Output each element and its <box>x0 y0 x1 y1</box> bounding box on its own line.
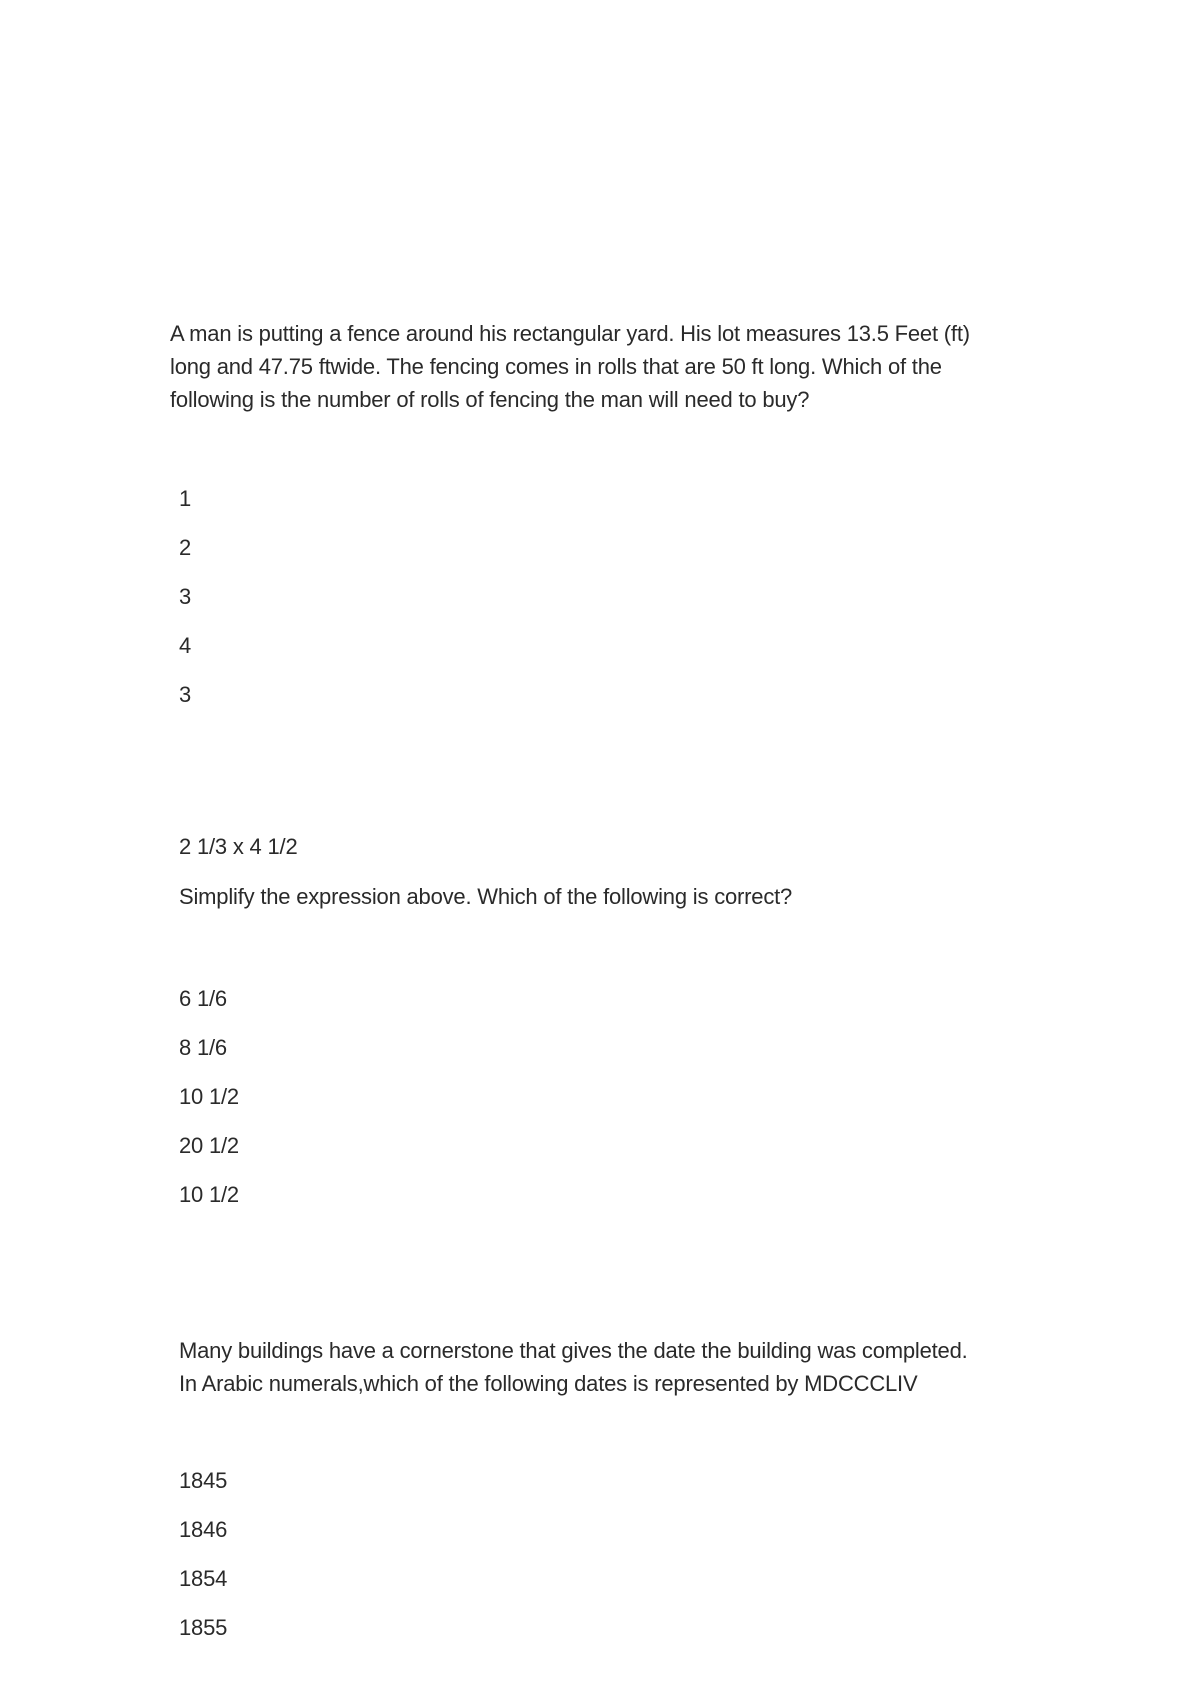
question-3-stem-line: Many buildings have a cornerstone that gives the date the building was completed. <box>179 1338 968 1363</box>
question-3-stem <box>179 1334 968 1400</box>
question-1-stem-line: following is the number of rolls of fencing the man will need to buy? <box>170 387 810 412</box>
question-3-option[interactable]: 1845 <box>179 1468 228 1493</box>
question-1-option[interactable]: 3 <box>179 584 192 609</box>
question-1-option[interactable]: 2 <box>179 535 192 560</box>
question-1-stem-line: A man is putting a fence around his rectangular yard. His lot measures 13.5 Feet (ft) <box>170 321 970 346</box>
question-2-option[interactable]: 20 1/2 <box>179 1133 239 1158</box>
question-1-stem-line: long and 47.75 ftwide. The fencing comes in rolls that are 50 ft long. Which of the <box>170 354 942 379</box>
question-2-stem-line: Simplify the expression above. Which of the following is correct? <box>179 884 793 909</box>
question-2-option[interactable]: 10 1/2 <box>179 1084 239 1109</box>
question-2-option[interactable]: 8 1/6 <box>179 1035 227 1060</box>
question-1-stem <box>170 317 970 416</box>
question-3-option[interactable]: 1846 <box>179 1517 228 1542</box>
question-2-stem <box>179 880 792 913</box>
question-1-option[interactable]: 4 <box>179 633 192 658</box>
question-2-expression: 2 1/3 x 4 1/2 <box>179 834 298 859</box>
question-1-option[interactable]: 1 <box>179 486 192 511</box>
question-1-option[interactable]: 3 <box>179 682 192 707</box>
question-3-option[interactable]: 1855 <box>179 1615 228 1640</box>
question-2-option[interactable]: 6 1/6 <box>179 986 227 1011</box>
question-2-option[interactable]: 10 1/2 <box>179 1182 239 1207</box>
question-3-stem-line: In Arabic numerals,which of the following dates is represented by MDCCCLIV <box>179 1371 918 1396</box>
question-3-option[interactable]: 1854 <box>179 1566 228 1591</box>
